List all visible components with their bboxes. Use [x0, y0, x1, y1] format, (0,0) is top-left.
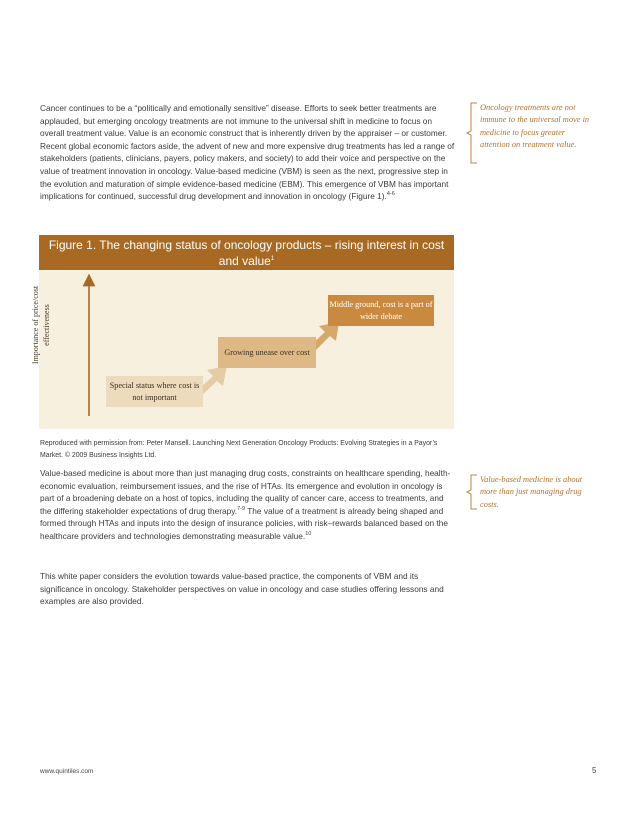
figure-1 — [31, 235, 454, 429]
intro-paragraph: Cancer continues to be a “politically and emotionally sensitive” disease. Efforts to seek better treatments are applauded, but emerging oncology treatments are not immune to the universal shift in medicine to focus on overall treatment value. Value is an economic construct that is inherently driven by the appraiser – or customer. Recent global economic factors aside, the advent of new and more expensive drug treatments has led a range of stakeholders (patients, clinicians, payers, policy makers, and society) to add their voice and perspective on the value of treatment innovation in oncology. Value-based medicine (VBM) is seen as the next, progressive step in the evolution and maturation of simple evidence-based medicine (EBM). This emergence of VBM has important implications for continued, successful drug development and innovation in oncology (Figure 1).$^{4-6}$ — [40, 103, 455, 202]
footer-url-link[interactable]: www.quintiles.com — [40, 768, 94, 775]
stage-box-special-status: Special status where cost is not important — [106, 376, 203, 407]
figure-title-reference: 1 — [270, 256, 275, 262]
body-paragraph-white-paper: This white paper considers the evolution towards value-based practice, the components of VBM and its significance in oncology. Stakeholder perspectives on value in oncology and case studies offering lessons and examples are also provided. — [40, 571, 444, 607]
body-paragraph-vbm: Value-based medicine is about more than just managing drug costs, constraints on healthcare spending, health-economic evaluation, reimbursement issues, and the rise of HTAs. Its emergence and evolution in oncology is part of a broadening debate on a host of topics, including the quality of cancer care, access to treatments, and the differing stakeholder expectations of drug therapy.$^{7-9}$ The value of a treatment is already being shaped and formed through HTAs and inputs into the design of insurance policies, with risk–rewards balanced based on the healthcare providers and technologies demonstrating measurable value.$^{10}$ — [40, 468, 451, 541]
pull-quote-value-based-medicine — [466, 474, 596, 510]
pull-quote-oncology-treatments — [466, 102, 596, 164]
figure-title: Figure 1. The changing status of oncology products – rising interest in cost and value$^1$ — [39, 235, 454, 270]
bracket-icon — [466, 102, 478, 164]
pull-quote-text: Value-based medicine is about more than just managing drug costs. — [480, 475, 583, 509]
bracket-icon — [466, 474, 478, 510]
y-axis-label: Importance of price/cost effectiveness — [31, 285, 51, 365]
progress-arrow — [199, 366, 227, 394]
figure-diagram — [31, 270, 454, 429]
reference-superscript: 7-9 — [237, 506, 246, 513]
page-number: 5 — [592, 766, 597, 775]
pull-quote-text: Oncology treatments are not immune to the universal move in medicine to focus greater attention on treatment value. — [480, 103, 590, 150]
reference-superscript: 4-6 — [386, 191, 395, 198]
figure-caption: Reproduced with permission from: Peter Mansell. Launching Next Generation Oncology Products: Evolving Strategies in a Payor’s Market. © 2009 Business Insights Ltd. — [40, 440, 438, 459]
reference-superscript: 10 — [305, 531, 312, 538]
stage-box-growing-unease: Growing unease over cost — [218, 337, 316, 368]
stage-box-middle-ground: Middle ground, cost is a part of wider debate — [328, 295, 434, 326]
